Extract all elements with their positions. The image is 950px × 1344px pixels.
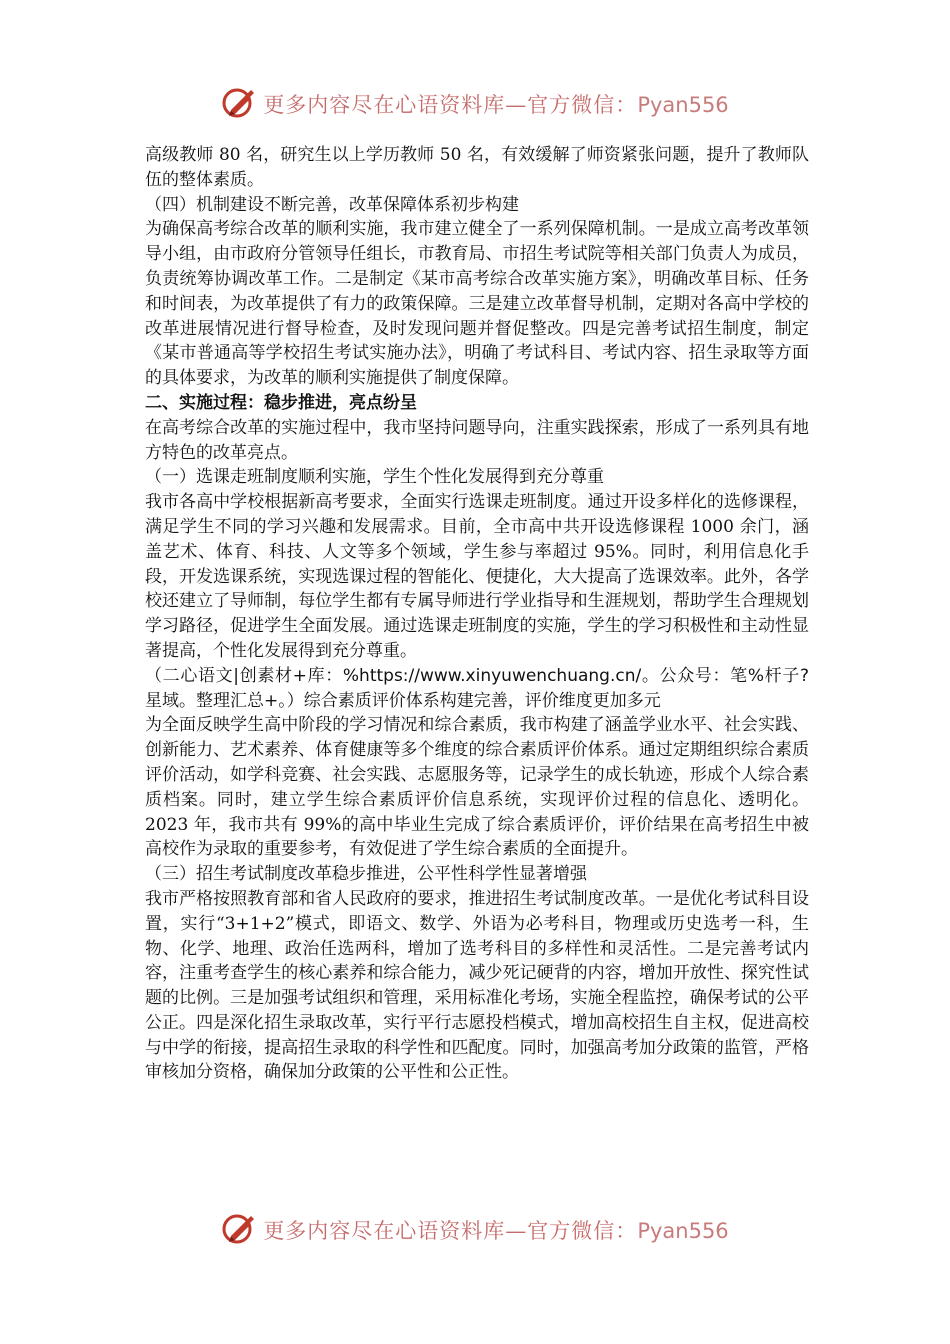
paragraph: 为全面反映学生高中阶段的学习情况和综合素质，我市构建了涵盖学业水平、社会实践、创新能力、艺术素养、体育健康等多个维度的综合素质评价体系。通过定期组织综合素质评价活动，如学科竞赛、社会实践、志愿服务等，记录学生的成长轨迹，形成个人综合素质档案。同时，建立学生综合素质评价信息系统，实现评价过程的信息化、透明化。2023 年，我市共有 99%的高中毕业生完成了综合素质评价，评价结果在高考招生中被高校作为录取的重要参考，有效促进了学生综合素质的全面提升。 — [145, 715, 809, 860]
section-heading-watermarked: （二心语文|创素材+库：%https://www.xinyuwenchuang.cn/。公众号：笔%杆子?星域。整理汇总+。）综合素质评价体系构建完善，评价维度更加多元 — [145, 665, 809, 711]
document-body — [145, 143, 809, 1085]
paragraph: 为确保高考综合改革的顺利实施，我市建立健全了一系列保障机制。一是成立高考改革领导小组，由市政府分管领导任组长，市教育局、市招生考试院等相关部门负责人为成员，负责统筹协调改革工作。二是制定《某市高考综合改革实施方案》，明确改革目标、任务和时间表，为改革提供了有力的政策保障。三是建立改革督导机制，定期对各高中学校的改革进展情况进行督导检查，及时发现问题并督促整改。四是完善考试招生制度，制定《某市普通高等学校招生考试实施办法》，明确了考试科目、考试内容、招生录取等方面的具体要求，为改革的顺利实施提供了制度保障。 — [145, 219, 809, 389]
footer-banner-text: 更多内容尽在心语资料库—官方微信：Pyan556 — [263, 1219, 729, 1243]
paragraph: 我市严格按照教育部和省人民政府的要求，推进招生考试制度改革。一是优化考试科目设置，实行“3+1+2”模式，即语文、数学、外语为必考科目，物理或历史选考一科，生物、化学、地理、政治任选两科，增加了选考科目的多样性和灵活性。二是完善考试内容，注重考查学生的核心素养和综合能力，减少死记硬背的内容，增加开放性、探究性试题的比例。三是加强考试组织和管理，采用标准化考场，实施全程监控，确保考试的公平公正。四是深化招生录取改革，实行平行志愿投档模式，增加高校招生自主权，促进高校与中学的衔接，提高招生录取的科学性和匹配度。同时，加强高考加分政策的监管，严格审核加分资格，确保加分政策的公平性和公正性。 — [145, 888, 809, 1083]
section-heading: （三）招生考试制度改革稳步推进，公平性科学性显著增强 — [145, 864, 587, 885]
pen-logo-icon — [221, 1212, 257, 1248]
header-banner — [0, 84, 950, 124]
footer-wechat-id: Pyan556 — [637, 1219, 729, 1243]
paragraph: 高级教师 80 名，研究生以上学历教师 50 名，有效缓解了师资紧张问题，提升了教师队伍的整体素质。 — [145, 145, 809, 190]
header-wechat-id: Pyan556 — [637, 93, 729, 117]
pen-logo-icon — [221, 86, 257, 122]
paragraph: 在高考综合改革的实施过程中，我市坚持问题导向，注重实践探索，形成了一系列具有地方特色的改革亮点。 — [145, 417, 809, 463]
paragraph: 我市各高中学校根据新高考要求，全面实行选课走班制度。通过开设多样化的选修课程，满足学生不同的学习兴趣和发展需求。目前，全市高中共开设选修课程 1000 余门，涵盖艺术、体育、科技、人文等多个领域，学生参与率超过 95%。同时，利用信息化手段，开发选课系统，实现选课过程的智能化、便捷化，大大提高了选课效率。此外，各学校还建立了导师制，每位学生都有专属导师进行学业指导和生涯规划，帮助学生合理规划学习路径，促进学生全面发展。通过选课走班制度的实施，学生的学习积极性和主动性显著提高，个性化发展得到充分尊重。 — [145, 492, 809, 661]
section-heading: （一）选课走班制度顺利实施，学生个性化发展得到充分尊重 — [145, 467, 604, 488]
chapter-heading: 二、实施过程：稳步推进，亮点纷呈 — [145, 392, 417, 413]
header-banner-text: 更多内容尽在心语资料库—官方微信：Pyan556 — [263, 93, 729, 117]
section-heading: （四）机制建设不断完善，改革保障体系初步构建 — [145, 194, 519, 215]
footer-banner — [0, 1210, 950, 1250]
